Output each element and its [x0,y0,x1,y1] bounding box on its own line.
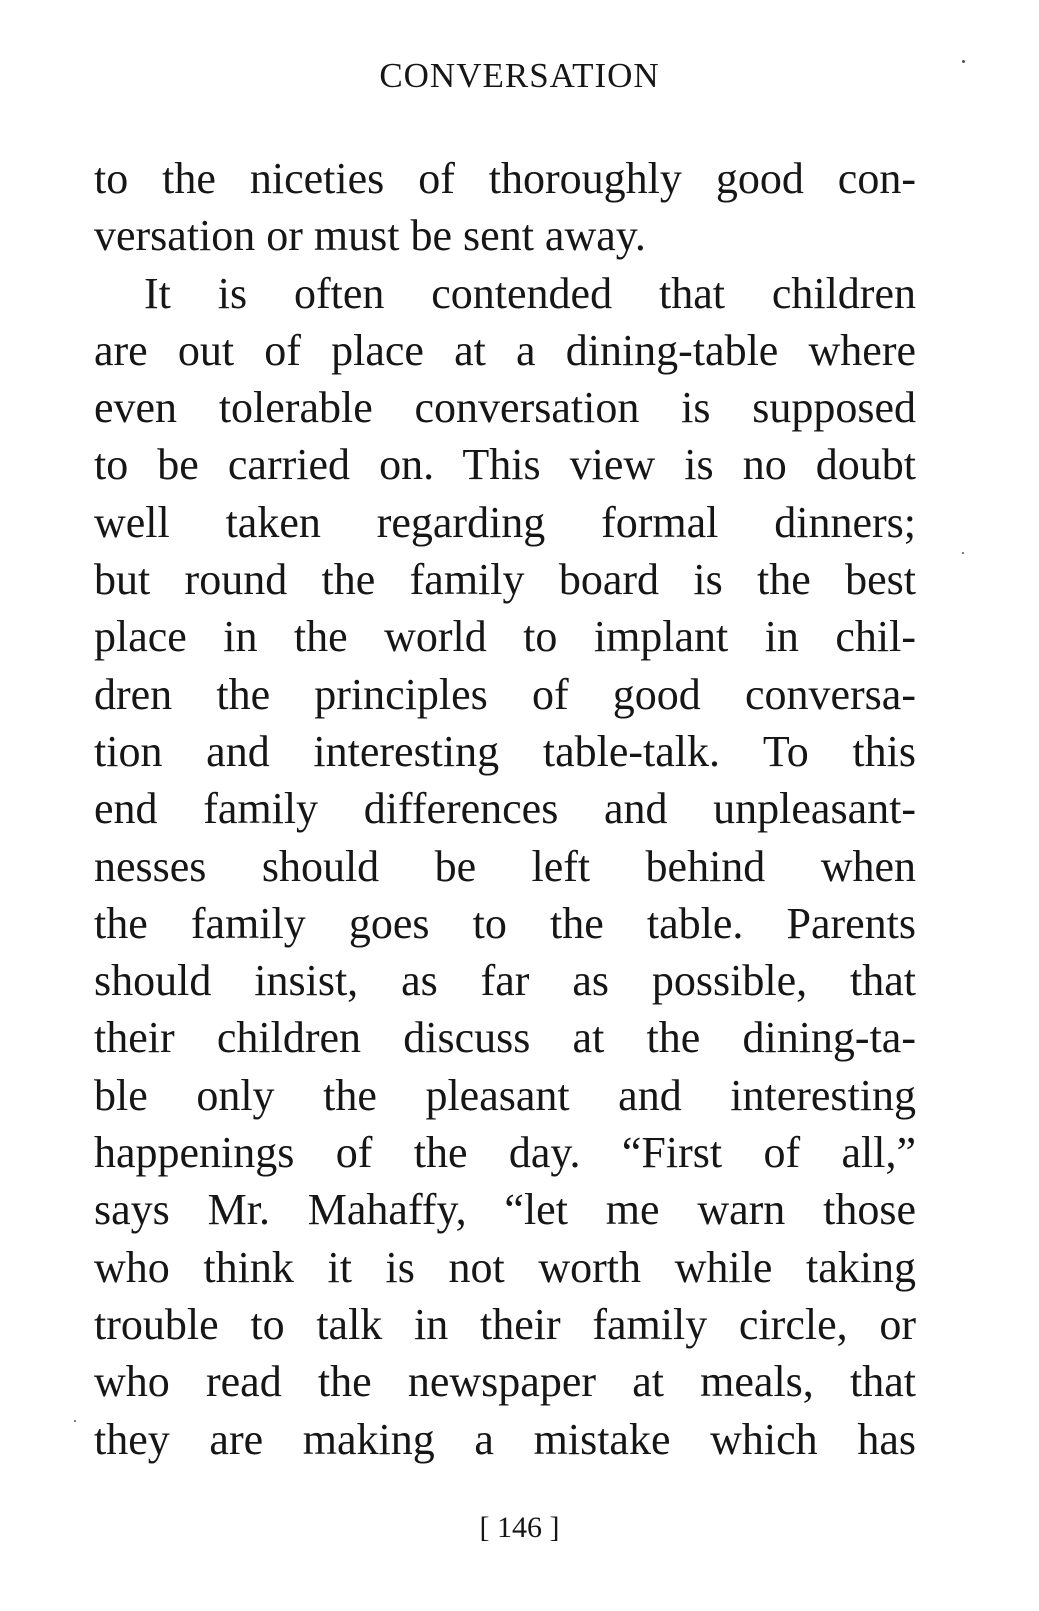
text-line: should insist, as far as possible, that [94,956,916,1006]
text-line: place in the world to implant in chil- [94,612,916,662]
scan-speck [74,1420,76,1422]
running-head: CONVERSATION [379,56,660,95]
text-line: they are making a mistake which has [94,1414,916,1464]
text-line: but round the family board is the best [94,555,916,605]
text-line: says Mr. Mahaffy, “let me warn those [94,1185,916,1235]
text-line: even tolerable conversation is supposed [94,383,916,433]
text-line: dren the principles of good conversa- [94,669,916,719]
text-line: the family goes to the table. Parents [94,898,916,948]
text-line: end family differences and unpleasant- [94,784,916,834]
text-line: well taken regarding formal dinners; [94,497,916,547]
scan-speck [962,552,964,554]
text-line: who read the newspaper at meals, that [94,1357,916,1407]
text-line: happenings of the day. “First of all,” [94,1128,916,1178]
paragraph-first-line: It is often contended that children [144,268,916,318]
text-line: who think it is not worth while taking [94,1242,916,1292]
text-line: are out of place at a dining-table where [94,325,916,375]
body-text [94,150,916,1468]
text-line: to the niceties of thoroughly good con- [94,154,916,203]
scan-speck [962,60,965,63]
text-line: ble only the pleasant and interesting [94,1070,916,1120]
text-line: to be carried on. This view is no doubt [94,440,916,490]
page-number: [ 146 ] [479,1511,560,1544]
text-line: versation or must be sent away. [94,211,646,261]
text-line: nesses should be left behind when [94,841,916,891]
text-line: their children discuss at the dining-ta- [94,1013,916,1063]
text-line: tion and interesting table-talk. To this [94,726,916,776]
text-line: trouble to talk in their family circle, or [94,1299,916,1349]
